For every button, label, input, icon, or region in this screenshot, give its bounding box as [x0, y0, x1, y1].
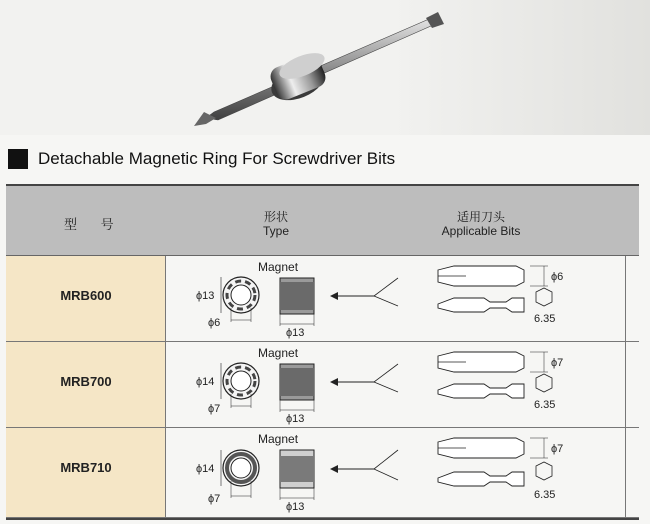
outer-diameter: ϕ13 — [196, 290, 215, 302]
inner-diameter: ϕ7 — [208, 403, 221, 415]
arrow-left-icon — [330, 292, 338, 300]
model-number: MRB600 — [60, 288, 112, 303]
hex-section-icon — [536, 374, 552, 392]
inner-diameter: ϕ7 — [208, 493, 221, 505]
arrow-left-icon — [330, 378, 338, 386]
hex-bit-icon — [438, 298, 524, 312]
ring-drawing — [166, 256, 639, 342]
ring-drawing — [166, 428, 639, 518]
ring-length: ϕ13 — [286, 413, 305, 425]
header-bits-cn: 适用刀头 — [456, 210, 505, 224]
hex-size: 6.35 — [534, 313, 556, 325]
header-model: 型 号 — [64, 217, 124, 232]
table-header — [6, 184, 639, 256]
model-number: MRB710 — [60, 460, 112, 475]
screwdriver-bit-with-ring-icon — [0, 0, 650, 135]
table-row — [6, 428, 639, 518]
table-bottom-rule — [6, 518, 639, 520]
row-edge — [625, 342, 639, 427]
ring-drawing — [166, 342, 639, 428]
model-number: MRB700 — [60, 374, 112, 389]
ring-length: ϕ13 — [286, 327, 305, 339]
hex-bit-icon — [438, 472, 524, 486]
arrow-left-icon — [330, 465, 338, 473]
row-edge — [625, 256, 639, 341]
ring-diagram — [166, 342, 639, 427]
bit-diameter: ϕ7 — [551, 443, 564, 455]
black-square-icon — [8, 149, 28, 169]
table-row — [6, 256, 639, 342]
ring-length: ϕ13 — [286, 501, 305, 513]
section-title-text: Detachable Magnetic Ring For Screwdriver Bits — [38, 149, 396, 168]
model-cell — [6, 342, 166, 427]
model-cell — [6, 428, 166, 517]
outer-diameter: ϕ14 — [196, 376, 215, 388]
outer-diameter: ϕ14 — [196, 463, 215, 475]
bit-diameter: ϕ7 — [551, 357, 564, 369]
magnet-label: Magnet — [258, 260, 299, 274]
hex-section-icon — [536, 462, 552, 480]
spec-table — [6, 184, 639, 520]
product-photo — [0, 0, 650, 135]
ring-diagram — [166, 428, 639, 517]
table-row — [6, 342, 639, 428]
ring-diagram — [166, 256, 639, 341]
magnet-label: Magnet — [258, 346, 299, 360]
hex-section-icon — [536, 288, 552, 306]
section-title — [8, 146, 395, 172]
header-bits-en: Applicable Bits — [441, 224, 521, 238]
inner-diameter: ϕ6 — [208, 317, 221, 329]
bit-diameter: ϕ6 — [551, 271, 564, 283]
model-cell — [6, 256, 166, 341]
hex-size: 6.35 — [534, 489, 556, 501]
hex-bit-icon — [438, 384, 524, 398]
hex-size: 6.35 — [534, 399, 556, 411]
row-edge — [625, 428, 639, 517]
header-type-en: Type — [262, 224, 289, 238]
header-type-cn: 形状 — [263, 210, 288, 224]
magnet-label: Magnet — [258, 432, 299, 446]
